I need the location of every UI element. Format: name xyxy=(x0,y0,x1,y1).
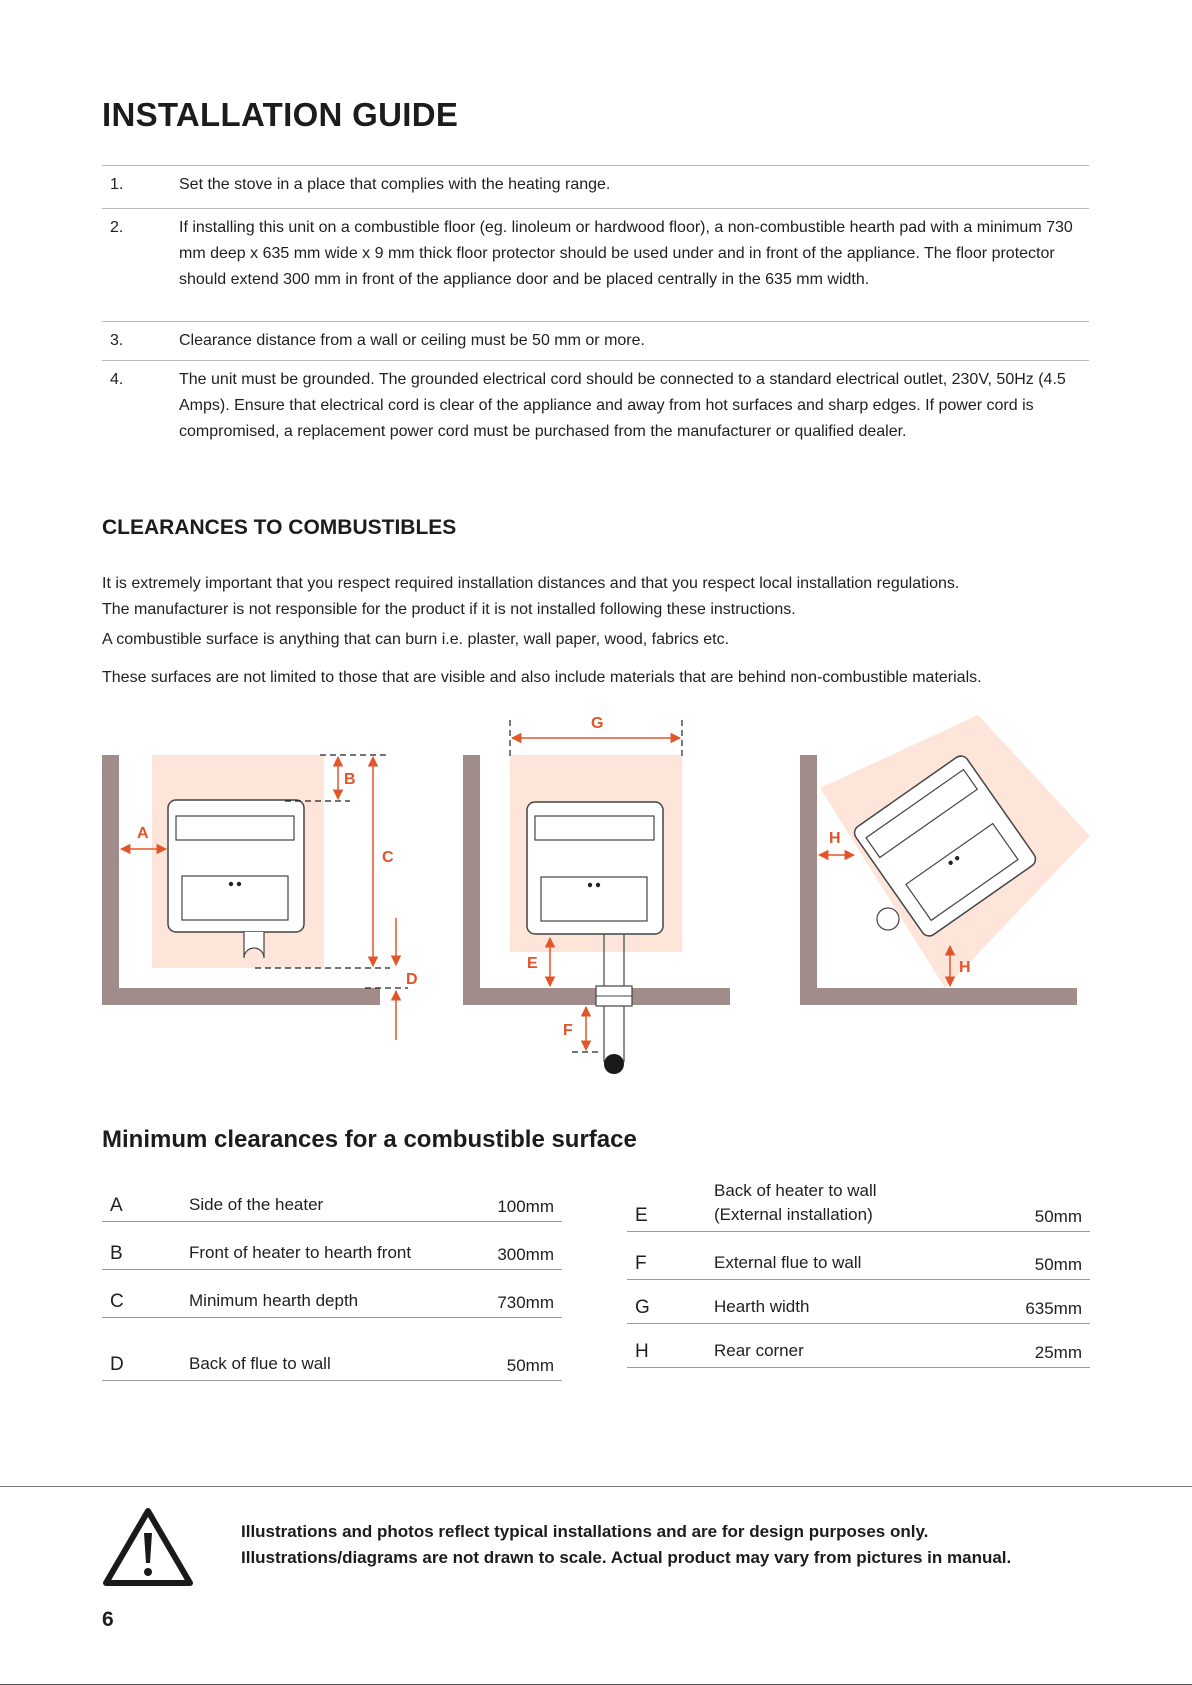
footer-divider xyxy=(0,1486,1192,1487)
label-f: F xyxy=(563,1022,573,1039)
label-a: A xyxy=(137,825,149,842)
diagram-external-installation xyxy=(463,715,730,1074)
table-row xyxy=(102,1270,562,1318)
table-row xyxy=(102,1182,562,1222)
wall xyxy=(463,755,480,1005)
row-description: Rear corner xyxy=(714,1341,804,1360)
row-description: Side of the heater xyxy=(189,1195,324,1214)
intro-paragraph: These surfaces are not limited to those that are visible and also include materials that are behind non-combustible materials. xyxy=(102,669,982,686)
table-row xyxy=(102,1222,562,1270)
table-row xyxy=(627,1182,1090,1232)
row-value: 50mm xyxy=(1034,1255,1082,1274)
row-letter: C xyxy=(110,1291,124,1312)
row-letter: A xyxy=(110,1195,123,1216)
flue-pipe xyxy=(877,908,899,930)
page-title: INSTALLATION GUIDE xyxy=(102,96,459,133)
row-letter: D xyxy=(110,1354,124,1375)
step-number: 4. xyxy=(110,371,124,388)
row-value: 635mm xyxy=(1025,1299,1082,1318)
row-value: 50mm xyxy=(506,1356,554,1375)
label-d: D xyxy=(406,971,418,988)
step-item xyxy=(102,321,1089,360)
warning-triangle-icon xyxy=(100,1505,196,1589)
row-description: External flue to wall xyxy=(714,1253,862,1272)
step-item xyxy=(102,360,1089,450)
page-number: 6 xyxy=(102,1608,114,1631)
row-description-line: (External installation) xyxy=(714,1205,873,1224)
wall xyxy=(800,755,817,1005)
table-row xyxy=(102,1318,562,1381)
row-description-line: Back of heater to wall xyxy=(714,1181,877,1200)
label-h: H xyxy=(829,830,841,847)
row-description: Back of flue to wall xyxy=(189,1354,331,1373)
row-value: 300mm xyxy=(497,1245,554,1264)
table-row xyxy=(627,1324,1090,1368)
row-value: 25mm xyxy=(1034,1343,1082,1362)
diagram-corner-installation xyxy=(800,715,1090,1005)
clearance-diagrams xyxy=(0,700,1192,1090)
row-value: 50mm xyxy=(1034,1207,1082,1226)
row-value: 730mm xyxy=(497,1293,554,1312)
step-text: The unit must be grounded. The grounded electrical cord should be connected to a standard electrical outlet, 230V, 50Hz (4.5 Amps). Ensure that electrical cord is clear of the appliance and away from hot surfaces and sharp edges. If power cord is compromised, a replacement power cord must be purchased from the manufacturer or qualified dealer. xyxy=(179,371,1066,440)
wall xyxy=(102,755,119,1005)
row-letter: B xyxy=(110,1243,123,1264)
label-e: E xyxy=(527,955,538,972)
step-number: 3. xyxy=(110,332,124,349)
disclaimer-line: Illustrations and photos reflect typical installations and are for design purposes only. xyxy=(241,1522,929,1541)
table-row xyxy=(627,1232,1090,1280)
label-c: C xyxy=(382,849,394,866)
floor xyxy=(102,988,380,1005)
disclaimer-line: Illustrations/diagrams are not drawn to scale. Actual product may vary from pictures in manual. xyxy=(241,1548,1012,1567)
row-description: Front of heater to hearth front xyxy=(189,1243,412,1262)
step-number: 2. xyxy=(110,219,124,236)
table-row xyxy=(627,1280,1090,1324)
step-number: 1. xyxy=(110,176,124,193)
step-text: Clearance distance from a wall or ceiling must be 50 mm or more. xyxy=(179,332,645,349)
row-letter: E xyxy=(635,1205,648,1226)
intro-paragraph: It is extremely important that you respect required installation distances and that you respect local installation regulations. xyxy=(102,575,960,592)
floor xyxy=(800,988,1077,1005)
row-letter: H xyxy=(635,1341,649,1362)
clearances-title: CLEARANCES TO COMBUSTIBLES xyxy=(102,516,457,539)
row-description xyxy=(714,1179,1035,1227)
label-h: H xyxy=(959,959,971,976)
diagram-wall-installation xyxy=(102,755,418,1040)
clearances-intro xyxy=(102,571,1102,691)
row-value: 100mm xyxy=(497,1197,554,1216)
installation-steps xyxy=(102,165,1089,450)
step-text: If installing this unit on a combustible floor (eg. linoleum or hardwood floor), a non-combustible hearth pad with a minimum 730 mm deep x 635 mm wide x 9 mm thick floor protector should be used under and in front of the appliance. The floor protector should extend 300 mm in front of the appliance door and be placed centrally in the 635 mm width. xyxy=(179,219,1073,288)
footer-disclaimer xyxy=(241,1519,1011,1571)
flue-end xyxy=(604,1054,624,1074)
step-item xyxy=(102,165,1089,208)
intro-paragraph: A combustible surface is anything that can burn i.e. plaster, wall paper, wood, fabrics etc. xyxy=(102,631,730,648)
intro-paragraph: The manufacturer is not responsible for the product if it is not installed following these instructions. xyxy=(102,601,796,618)
step-item xyxy=(102,208,1089,321)
label-b: B xyxy=(344,771,356,788)
row-description: Minimum hearth depth xyxy=(189,1291,359,1310)
min-clearances-title: Minimum clearances for a combustible surface xyxy=(102,1126,637,1153)
label-g: G xyxy=(591,715,604,732)
row-letter: G xyxy=(635,1297,650,1318)
row-description: Hearth width xyxy=(714,1297,810,1316)
step-text: Set the stove in a place that complies with the heating range. xyxy=(179,176,611,193)
row-letter: F xyxy=(635,1253,647,1274)
